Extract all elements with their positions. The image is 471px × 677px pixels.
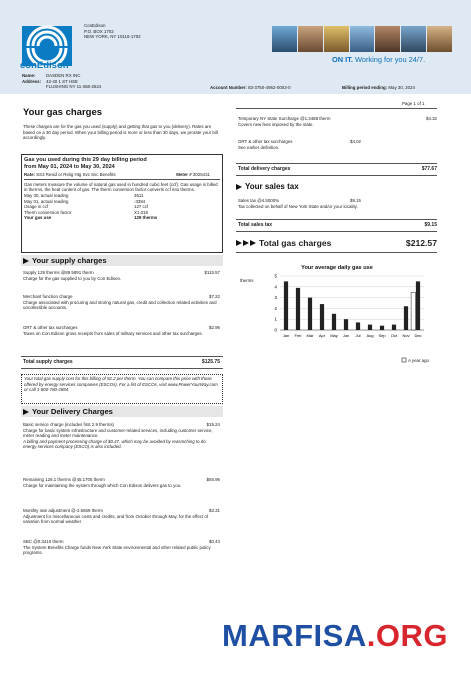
x-tick-label: Oct (390, 333, 398, 338)
delivery-item: Basic service charge (includes first 2.9 therms) $15.24 Charge for basic system infrastructure and customer-related services, including customer service, meter reading and meter maintenance. A billing and payment processing charge of $0.47, which may be avoided by reasmching to do energy services company (ESCO) is also included. (23, 422, 220, 450)
divider (236, 252, 437, 253)
triangle-icon (243, 240, 249, 246)
usage-title-1: Gas you used during this 29 day billing period (24, 157, 147, 163)
triangle-icon (23, 409, 29, 415)
divider (21, 356, 223, 357)
right-item: Temporary NY State Surcharge @1.3488 therm $4.32 Covers new fees imposed by the state. (238, 116, 437, 127)
tagline: ON IT. Working for you 24/7. (332, 55, 426, 64)
x-tick-label: Jan (282, 333, 290, 338)
prior-year-bar-dec (411, 292, 415, 330)
rate-row: Rate: SS3 Resid or Relig Htg Svc Svc Benefits Meter # 3025431 (24, 171, 210, 177)
bar-jun (344, 319, 348, 330)
x-tick-label: Aug (366, 333, 374, 338)
address-line2: FLUSHING NY 11-358-2624 (46, 84, 102, 90)
delivery-item: Remaining 126.1 therms @45.1705 therm $56.96 Charge for maintaining the system through which Con Edison delivers gas to you. (23, 477, 220, 488)
triangle-icon (236, 240, 242, 246)
divider (236, 163, 437, 164)
x-tick-label: Apr (318, 333, 326, 338)
photo-icon (427, 26, 452, 52)
divider (21, 368, 223, 369)
page-number: Page 1 of 1 (402, 101, 425, 106)
x-tick-label: Feb (294, 333, 302, 338)
escos-note: Your total gas supply cost for this billing of 92.2 per therm. You can compare this price with those offered by energy services companies (ESCOs). For a list of ESCOs, visit www.PowerYourWay.com or call 1-800-780-2884. (21, 374, 223, 404)
gas-use-row: Your gas use 129 therms (24, 215, 158, 221)
gas-total-label: Total gas charges (259, 238, 332, 248)
account-number-value: 83-3750-4962-0003-0 (248, 85, 291, 90)
legend-swatch (402, 358, 406, 362)
supply-item: Supply 129 therms @89.5891 therm $115.57 Charge for the gas supplied to you by Con Edison. (23, 270, 220, 281)
reading-row: May 01, actual reading -3384 (24, 198, 146, 204)
gas-usage-box (21, 154, 223, 253)
account-info (22, 73, 452, 97)
bar-dec (416, 281, 420, 330)
return-address (84, 23, 141, 40)
billing-period-label: Billing period ending: (342, 85, 388, 90)
y-tick-label: 0 (274, 327, 277, 333)
x-tick-label: May (330, 333, 338, 338)
bar-oct (392, 325, 396, 330)
delivery-item: SBC @0.3410 therm $0.44 The System Benefits Charge funds New York State environmental and other related public policy programs. (23, 539, 220, 556)
divider (236, 231, 437, 232)
bar-may (332, 314, 336, 330)
bar-aug (368, 325, 372, 330)
right-item: GRT & other tax surcharges $4.02 See earlier definition. (238, 139, 361, 150)
x-tick-label: Mar (306, 333, 314, 338)
x-tick-label: Jun (342, 333, 350, 338)
y-tick-label: 4 (274, 284, 277, 290)
photo-strip (272, 26, 452, 52)
chart-legend: A year ago (408, 358, 429, 363)
divider (236, 219, 437, 220)
gas-total-row (236, 236, 437, 250)
triangle-icon (23, 258, 29, 264)
triangle-icon (236, 184, 242, 190)
delivery-total-row: Total delivery charges $77.67 (238, 166, 437, 172)
gas-intro: These charges are for the gas you used (supply) and getting that gas to you (delivery). Rates are based on a 30 day period. When your billing period is more or less than 30 days, we prorate your bill accordingly. (23, 124, 218, 141)
photo-icon (401, 26, 426, 52)
photo-icon (350, 26, 375, 52)
chart-title: Your average daily gas use (301, 265, 373, 271)
y-tick-label: 2 (274, 305, 277, 311)
bar-sep (380, 326, 384, 330)
bar-feb (296, 288, 300, 330)
sales-tax-item: Sales tax @4.5000% $9.15 Tax collected on behalf of New York State and/or your locality. (238, 198, 361, 209)
x-tick-label: Jul (355, 333, 361, 338)
gas-total-value: $212.57 (405, 238, 437, 248)
triangle-icon (250, 240, 256, 246)
name-label: Name: (22, 73, 36, 78)
x-tick-label: Sep (378, 333, 386, 338)
address-label: Address: (22, 78, 42, 84)
divider (236, 175, 437, 176)
chart-ylabel: therms (240, 278, 254, 283)
supply-item: GRT & other tax surcharges $2.96 Taxes on Con Edison gross receipts from sales of military services and other tax surcharges. (23, 325, 220, 336)
photo-icon (375, 26, 400, 52)
divider (24, 179, 220, 180)
logo-text: conEdison (20, 60, 69, 71)
photo-icon (324, 26, 349, 52)
photo-icon (272, 26, 297, 52)
bar-mar (308, 298, 312, 330)
reading-row: Therm conversion factor X1,019 (24, 209, 148, 215)
company-city: NEW YORK, NY 10116-1702 (84, 34, 141, 40)
po-box: P.O. BOX 1702 (84, 28, 114, 34)
gas-charges-title: Your gas charges (23, 107, 103, 118)
y-tick-label: 1 (274, 316, 277, 322)
usage-title-2: from May 01, 2024 to May 30, 2024 (24, 163, 115, 170)
billing-period-value: May 30, 2024 (388, 85, 415, 90)
delivery-title: Your Delivery Charges (23, 407, 113, 416)
supply-item: Merchant function charge $7.22 Charge associated with procuring and storing natural gas, credit and collection related activities and uncollectible accounts. (23, 294, 220, 311)
company-name: ConEdison (84, 23, 106, 28)
divider (236, 108, 437, 109)
reading-row: May 30, actual reading 3511 (24, 192, 144, 198)
delivery-item: Monthly rate adjustment @-2.5659 therm $3.31 Adjustment for miscellaneous costs and credits, and from October through May, for the effect of variation from normal weather. (23, 508, 220, 525)
bar-apr (320, 304, 324, 330)
x-tick-label: Nov (402, 333, 410, 338)
usage-chart (236, 258, 441, 368)
account-number-label: Account Number: (210, 85, 247, 90)
watermark: MARFISA.ORG (222, 618, 448, 653)
photo-icon (298, 26, 323, 52)
meter-explain: Gas meters measure the volume of natural gas used in hundred cubic feet (ccf). Gas usage is billed in therms, the heat content of gas. The therm conversion factor converts ccf into therms. (24, 181, 218, 193)
bar-jul (356, 322, 360, 330)
x-tick-label: Dec (414, 333, 422, 338)
bar-nov (404, 306, 408, 330)
supply-title: Your supply charges (23, 256, 107, 265)
sales-total-row: Total sales tax $9.15 (238, 222, 437, 228)
address-line1: 42-40 1 ST HSE (46, 78, 78, 84)
name-value: DASDEN RX INC (46, 73, 81, 78)
sales-tax-title: Your sales tax (236, 182, 299, 191)
supply-total-row: Total supply charges $125.75 (23, 359, 220, 365)
bar-jan (284, 281, 288, 330)
y-tick-label: 3 (274, 295, 277, 301)
reading-row: Usage in ccf 127 ccf (24, 204, 149, 210)
y-tick-label: 5 (274, 273, 277, 279)
